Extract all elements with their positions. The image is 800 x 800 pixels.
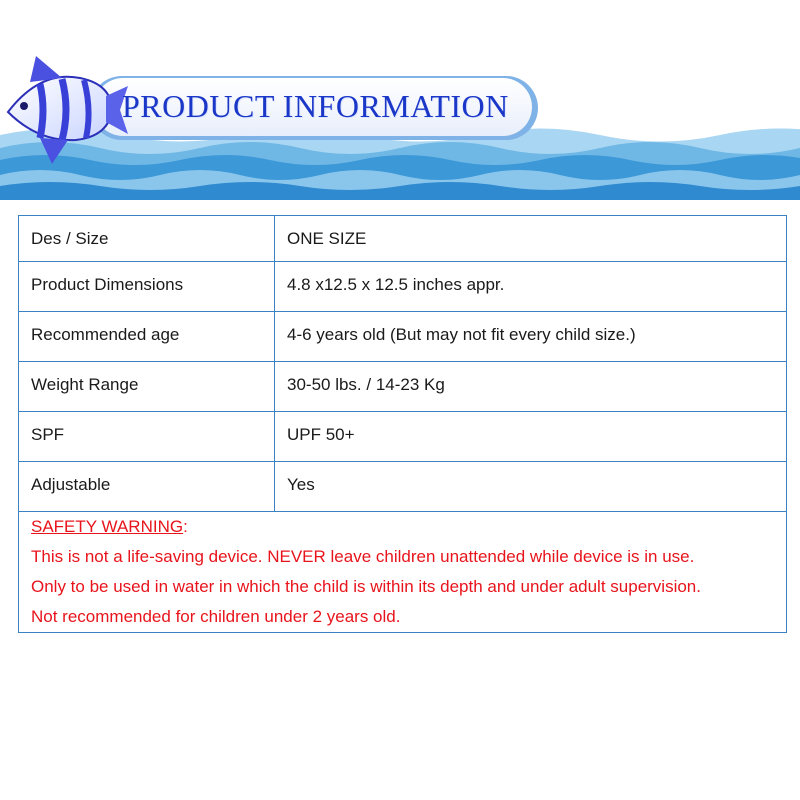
table-row xyxy=(19,262,787,312)
warning-row xyxy=(19,512,787,633)
row-label: SPF xyxy=(19,412,275,462)
row-value: Yes xyxy=(275,462,787,512)
table-row xyxy=(19,312,787,362)
page-title: PRODUCT INFORMATION xyxy=(122,88,509,124)
row-value: 4.8 x12.5 x 12.5 inches appr. xyxy=(275,262,787,312)
row-value: 30-50 lbs. / 14-23 Kg xyxy=(275,362,787,412)
table-row xyxy=(19,362,787,412)
warning-heading: SAFETY WARNING xyxy=(31,517,184,536)
row-label: Des / Size xyxy=(19,216,275,262)
table-row xyxy=(19,412,787,462)
table-row xyxy=(19,216,787,262)
safety-warning xyxy=(19,512,787,633)
row-label: Recommended age xyxy=(19,312,275,362)
row-value: UPF 50+ xyxy=(275,412,787,462)
header-banner xyxy=(0,0,800,200)
table-row xyxy=(19,462,787,512)
product-info-table xyxy=(18,215,787,633)
warning-line: Only to be used in water in which the child is within its depth and under adult supervision. xyxy=(31,577,701,596)
warning-line: This is not a life-saving device. NEVER leave children unattended while device is in use. xyxy=(31,547,695,566)
row-label: Adjustable xyxy=(19,462,275,512)
warning-heading-colon: : xyxy=(183,517,188,536)
row-value: ONE SIZE xyxy=(275,216,787,262)
warning-line: Not recommended for children under 2 years old. xyxy=(31,607,401,626)
row-label: Product Dimensions xyxy=(19,262,275,312)
row-value: 4-6 years old (But may not fit every child size.) xyxy=(275,312,787,362)
row-label: Weight Range xyxy=(19,362,275,412)
